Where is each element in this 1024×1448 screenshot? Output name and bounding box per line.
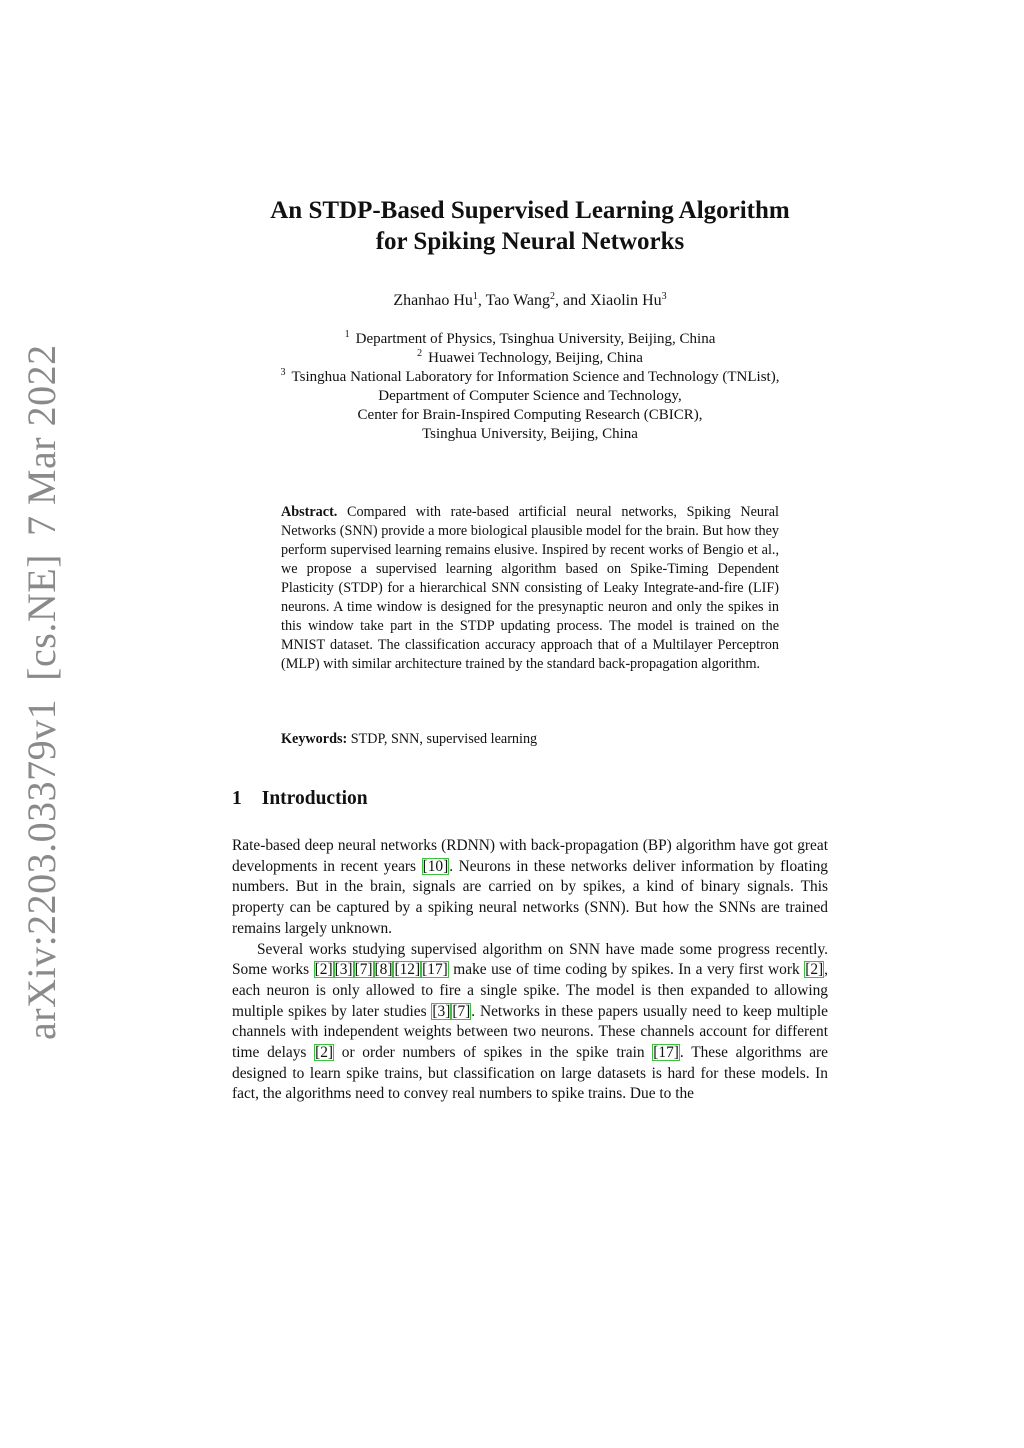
keywords-text: STDP, SNN, supervised learning bbox=[350, 731, 538, 747]
arxiv-identifier-stamp bbox=[10, 344, 74, 1040]
paragraph-text: , each neuron is only allowed to fire a single spike. The model is then expanded to allowing multiple spikes by later studies bbox=[232, 961, 828, 1020]
paragraph bbox=[232, 836, 828, 940]
paragraph-text: . Networks in these papers usually need to keep multiple channels with independent weights between two neurons. These channels account for different time delays bbox=[232, 1002, 828, 1062]
affiliation-mark: 2 bbox=[417, 348, 423, 359]
keywords bbox=[281, 731, 779, 748]
abstract bbox=[281, 503, 779, 674]
author-name: Xiaolin Hu bbox=[590, 292, 662, 309]
title-line-1: An STDP-Based Supervised Learning Algorithm bbox=[270, 197, 790, 224]
author-name: Zhanhao Hu bbox=[393, 292, 473, 309]
affiliation-mark: 3 bbox=[280, 367, 286, 378]
section-heading bbox=[232, 788, 368, 810]
section-title: Introduction bbox=[261, 788, 368, 809]
author-separator: , bbox=[477, 292, 486, 309]
affiliation-list bbox=[190, 330, 870, 444]
author bbox=[590, 292, 667, 309]
citation-link[interactable]: [3] bbox=[432, 1002, 451, 1020]
affiliation-line bbox=[190, 330, 870, 349]
affiliation-text: Department of Computer Science and Technology, bbox=[378, 388, 682, 404]
affiliation-line bbox=[190, 406, 870, 425]
citation-link[interactable]: [3] bbox=[334, 961, 353, 979]
author-separator: , and bbox=[554, 292, 591, 309]
paper-title bbox=[190, 195, 870, 257]
author-affiliation-mark: 1 bbox=[472, 291, 478, 302]
citation-link[interactable]: [12] bbox=[394, 961, 421, 979]
affiliation-line bbox=[190, 368, 870, 387]
author bbox=[486, 292, 591, 309]
paragraph-text: Several works studying supervised algorithm on SNN have made some progress recently. Some works bbox=[232, 940, 828, 979]
affiliation-line bbox=[190, 349, 870, 368]
author-name: Tao Wang bbox=[485, 292, 550, 309]
paragraph-text: . These algorithms are designed to learn spike trains, but classification on large datasets is hard for these models. In fact, the algorithms need to convey real numbers to spike trains. Due to the bbox=[232, 1044, 828, 1103]
arxiv-id: arXiv:2203.03379v1 bbox=[19, 698, 64, 1040]
author-affiliation-mark: 3 bbox=[661, 291, 667, 302]
arxiv-category: [cs.NE] bbox=[19, 554, 64, 681]
paragraph-text: Rate-based deep neural networks (RDNN) with back-propagation (BP) algorithm have got great developments in recent years bbox=[232, 837, 828, 875]
paragraph bbox=[232, 940, 828, 1106]
citation-link[interactable]: [2] bbox=[314, 961, 333, 979]
citation-link[interactable]: [17] bbox=[422, 961, 448, 979]
citation-link[interactable]: [2] bbox=[315, 1044, 334, 1062]
affiliation-text: Center for Brain-Inspired Computing Research (CBICR), bbox=[357, 407, 703, 423]
paragraph-text: . Neurons in these networks deliver information by floating numbers. But in the brain, signals are carried on by spikes, a kind of binary signals. This property can be captured by a spiking neural networks (SNN). But how the SNNs are trained remains largely unknown. bbox=[232, 857, 828, 937]
paragraph-text: or order numbers of spikes in the spike train bbox=[334, 1044, 653, 1062]
author-affiliation-mark: 2 bbox=[549, 291, 555, 302]
citation-link[interactable]: [7] bbox=[452, 1002, 471, 1020]
affiliation-line bbox=[190, 425, 870, 444]
citation-link[interactable]: [7] bbox=[354, 961, 373, 979]
title-line-2: for Spiking Neural Networks bbox=[375, 228, 685, 255]
abstract-text: Compared with rate-based artificial neural networks, Spiking Neural Networks (SNN) provide a more biological plausible model for the brain. But how they perform supervised learning remains elusive. Inspired by recent works of Bengio et al., we propose a supervised learning algorithm based on Spike-Timing Dependent Plasticity (STDP) for a hierarchical SNN consisting of Leaky Integrate-and-fire (LIF) neurons. A time window is designed for the presynaptic neuron and only the spikes in this window take part in the STDP updating process. The model is trained on the MNIST dataset. The classification accuracy approach that of a Multilayer Perceptron (MLP) with similar architecture trained by the standard back-propagation algorithm. bbox=[281, 504, 779, 672]
affiliation-text: Department of Physics, Tsinghua University, Beijing, China bbox=[355, 331, 716, 347]
affiliation-text: Tsinghua National Laboratory for Information Science and Technology (TNList), bbox=[291, 369, 780, 385]
section-body bbox=[232, 836, 828, 1105]
affiliation-text: Tsinghua University, Beijing, China bbox=[422, 426, 638, 442]
abstract-label: Abstract. bbox=[281, 504, 338, 520]
citation-link[interactable]: [2] bbox=[805, 961, 824, 979]
arxiv-date: 7 Mar 2022 bbox=[19, 344, 64, 537]
affiliation-mark: 1 bbox=[344, 329, 350, 340]
author bbox=[393, 292, 485, 309]
author-list bbox=[190, 292, 870, 310]
affiliation-line bbox=[190, 387, 870, 406]
paragraph-text: make use of time coding by spikes. In a very first work bbox=[448, 961, 805, 979]
section-number: 1 bbox=[232, 788, 242, 809]
citation-link[interactable]: [17] bbox=[653, 1044, 679, 1062]
citation-link[interactable]: [10] bbox=[422, 857, 449, 875]
affiliation-text: Huawei Technology, Beijing, China bbox=[428, 350, 643, 366]
keywords-label: Keywords: bbox=[281, 731, 348, 747]
citation-link[interactable]: [8] bbox=[374, 961, 393, 979]
